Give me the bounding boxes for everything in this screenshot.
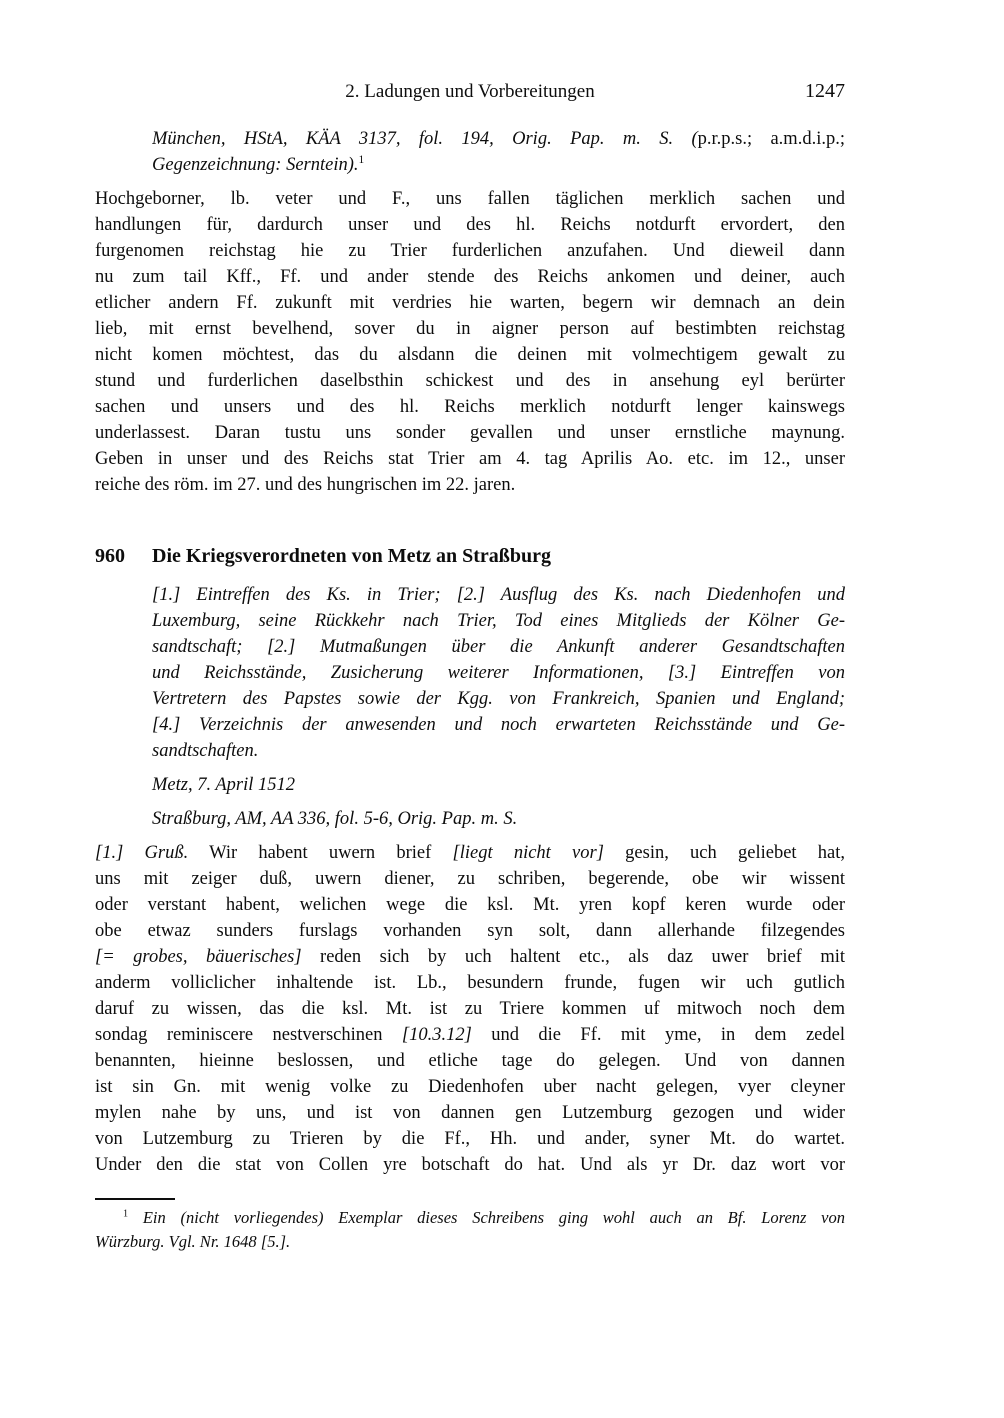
entry-title: Die Kriegsverordneten von Metz an Straßburg	[152, 545, 552, 567]
entry-heading	[95, 542, 845, 570]
text-line: Under den die stat von Collen yre botschaft do hat. Und als yr Dr. daz wort vor	[95, 1155, 845, 1175]
text-line: [= grobes, bäuerisches] reden sich by uch haltent etc., als daz uwer brief mit	[95, 947, 845, 967]
entry-960	[95, 542, 845, 1178]
text-line: [1.] Eintreffen des Ks. in Trier; [2.] Ausflug des Ks. nach Diedenhofen und	[152, 585, 845, 605]
text-line: mylen nahe by uns, und ist von dannen gen Lutzemburg gezogen und wider	[95, 1103, 845, 1123]
text-line: sondag reminiscere nestverschinen [10.3.12] und die Ff. mit yme, in dem zedel	[95, 1025, 845, 1045]
entry-dateline: Metz, 7. April 1512	[152, 775, 296, 795]
footnote-rule	[95, 1198, 175, 1200]
source-citation	[152, 126, 845, 178]
text-line: [4.] Verzeichnis der anwesenden und noch erwarteten Reichsstände und Ge-	[152, 715, 845, 735]
text-line: etlicher andern Ff. zukunft mit verdries hie warten, begern wir demnach an dein	[95, 293, 845, 313]
footnotes	[95, 1198, 845, 1254]
text-line: sachen und unsers und des hl. Reichs merklich notdurft lenger kainswegs	[95, 397, 845, 417]
text-line: ist sin Gn. mit wenig volke zu Diedenhofen uber nacht gelegen, vyer cleyner	[95, 1077, 845, 1097]
text-line: Würzburg. Vgl. Nr. 1648 [5.].	[95, 1232, 291, 1251]
letter-text-959	[95, 186, 845, 498]
page-header	[95, 80, 845, 104]
entry-959-continued	[95, 126, 845, 498]
footnote-1	[95, 1206, 845, 1254]
text-line: Gegenzeichnung: Serntein).$^1$	[152, 153, 365, 175]
text-line: München, HStA, KÄA 3137, fol. 194, Orig. Pap. m. S. (p.r.p.s.; a.m.d.i.p.;	[152, 129, 845, 149]
text-line: lieb, mit ernst bevelhend, sover du in aigner person auf bestimbten reichstag	[95, 319, 845, 339]
text-line: $^1$ Ein (nicht vorliegendes) Exemplar dieses Schreibens ging wohl auch an Bf. Lorenz von	[123, 1208, 845, 1227]
text-line: sandtschaften.	[152, 741, 259, 761]
text-line: von Lutzemburg zu Trieren by die Ff., Hh. und ander, syner Mt. do wartet.	[95, 1129, 845, 1149]
text-line: furgenomen reichstag hie zu Trier furderlichen anzufahen. Und dieweil dann	[95, 241, 845, 261]
letter-text-960	[95, 840, 845, 1178]
text-line: sandtschaft; [2.] Mutmaßungen über die Ankunft anderer Gesandtschaften	[152, 637, 845, 657]
text-line: handlungen für, dardurch unser und des hl. Reichs notdurft ervordert, den	[95, 215, 845, 235]
text-line: Hochgeborner, lb. veter und F., uns fallen täglichen merklich sachen und	[95, 189, 845, 209]
text-line: obe etwaz sunders furslags vorhanden syn solt, dann allerhande filzegendes	[95, 921, 845, 941]
text-line: daruf zu wissen, das die ksl. Mt. ist zu Triere kommen uf mitwoch noch dem	[95, 999, 845, 1019]
text-line: anderm volliclicher inhaltende ist. Lb., besundern frunde, fugen wir uch gutlich	[95, 973, 845, 993]
text-line: und Reichsstände, Zusicherung weiterer Informationen, [3.] Eintreffen von	[152, 663, 845, 683]
entry-summary	[152, 582, 845, 764]
page-number: 1247	[805, 80, 845, 102]
entry-number: 960	[95, 545, 125, 567]
text-line: Vertretern des Papstes sowie der Kgg. von Frankreich, Spanien und England;	[152, 689, 845, 709]
text-line: benannten, hieinne beslossen, und etliche tage do gelegen. Und von dannen	[95, 1051, 845, 1071]
text-line: nicht komen möchtest, das du alsdann die deinen mit volmechtigem gewalt zu	[95, 345, 845, 365]
text-line: Luxemburg, seine Rückkehr nach Trier, Tod eines Mitglieds der Kölner Ge-	[152, 611, 845, 631]
entry-archive-line: Straßburg, AM, AA 336, fol. 5-6, Orig. Pap. m. S.	[152, 809, 518, 829]
text-line: Geben in unser und des Reichs stat Trier am 4. tag Aprilis Ao. etc. im 12., unser	[95, 449, 845, 469]
text-line: reiche des röm. im 27. und des hungrischen im 22. jaren.	[95, 475, 516, 495]
text-line: stund und furderlichen daselbsthin schickest und des in ansehung eyl berürter	[95, 371, 845, 391]
text-line: oder verstant habent, welichen wege die ksl. Mt. yren kopf keren wurde oder	[95, 895, 845, 915]
running-head: 2. Ladungen und Vorbereitungen	[345, 81, 595, 102]
text-line: [1.] Gruß. Wir habent uwern brief [liegt nicht vor] gesin, uch geliebet hat,	[95, 843, 845, 863]
text-line: nu zum tail Kff., Ff. und ander stende des Reichs ankomen und deiner, auch	[95, 267, 845, 287]
text-line: uns mit zeiger duß, uwern diener, zu schriben, begerende, obe wir wissent	[95, 869, 845, 889]
text-line: underlassest. Daran tustu uns sonder gevallen und unser ernstliche maynung.	[95, 423, 845, 443]
